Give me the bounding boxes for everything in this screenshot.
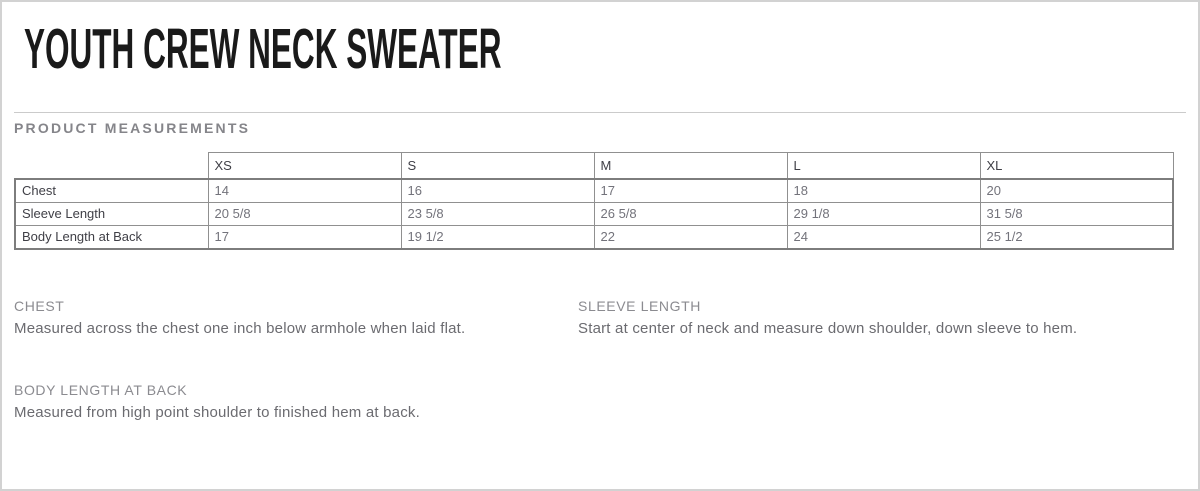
cell-value: 24: [787, 226, 980, 250]
body-length-heading: BODY LENGTH AT BACK: [14, 382, 188, 398]
table-row-sleeve-length: [15, 203, 1173, 226]
size-header-s: S: [401, 153, 594, 180]
size-header-l: L: [787, 153, 980, 180]
table-row-body-length: [15, 226, 1173, 250]
cell-value: 31 5/8: [980, 203, 1173, 226]
cell-value: 26 5/8: [594, 203, 787, 226]
sleeve-length-section: [578, 298, 1186, 343]
cell-value: 16: [401, 179, 594, 203]
body-length-description: Measured from high point shoulder to finished hem at back.: [14, 404, 420, 421]
table-row-chest: [15, 179, 1173, 203]
size-header-xs: XS: [208, 153, 401, 180]
divider: [14, 112, 1186, 113]
chest-heading: CHEST: [14, 298, 65, 314]
cell-value: 25 1/2: [980, 226, 1173, 250]
cell-value: 20: [980, 179, 1173, 203]
row-label: Chest: [15, 179, 208, 203]
measurements-table: [14, 152, 1174, 250]
cell-value: 20 5/8: [208, 203, 401, 226]
sleeve-length-description: Start at center of neck and measure down shoulder, down sleeve to hem.: [578, 320, 1078, 337]
cell-value: 17: [594, 179, 787, 203]
cell-value: 22: [594, 226, 787, 250]
size-header-m: M: [594, 153, 787, 180]
body-length-section: [14, 382, 578, 427]
blank-header-cell: [15, 153, 208, 180]
product-measurements-label: PRODUCT MEASUREMENTS: [14, 120, 251, 136]
cell-value: 14: [208, 179, 401, 203]
cell-value: 23 5/8: [401, 203, 594, 226]
page-title: YOUTH CREW NECK SWEATER: [24, 17, 502, 81]
row-label: Body Length at Back: [15, 226, 208, 250]
cell-value: 18: [787, 179, 980, 203]
size-header-xl: XL: [980, 153, 1173, 180]
size-header-row: [15, 153, 1173, 180]
cell-value: 29 1/8: [787, 203, 980, 226]
cell-value: 17: [208, 226, 401, 250]
row-label: Sleeve Length: [15, 203, 208, 226]
cell-value: 19 1/2: [401, 226, 594, 250]
measurement-descriptions: [14, 298, 1186, 427]
chest-section: [14, 298, 578, 343]
chest-description: Measured across the chest one inch below armhole when laid flat.: [14, 320, 466, 337]
sleeve-length-heading: SLEEVE LENGTH: [578, 298, 701, 314]
